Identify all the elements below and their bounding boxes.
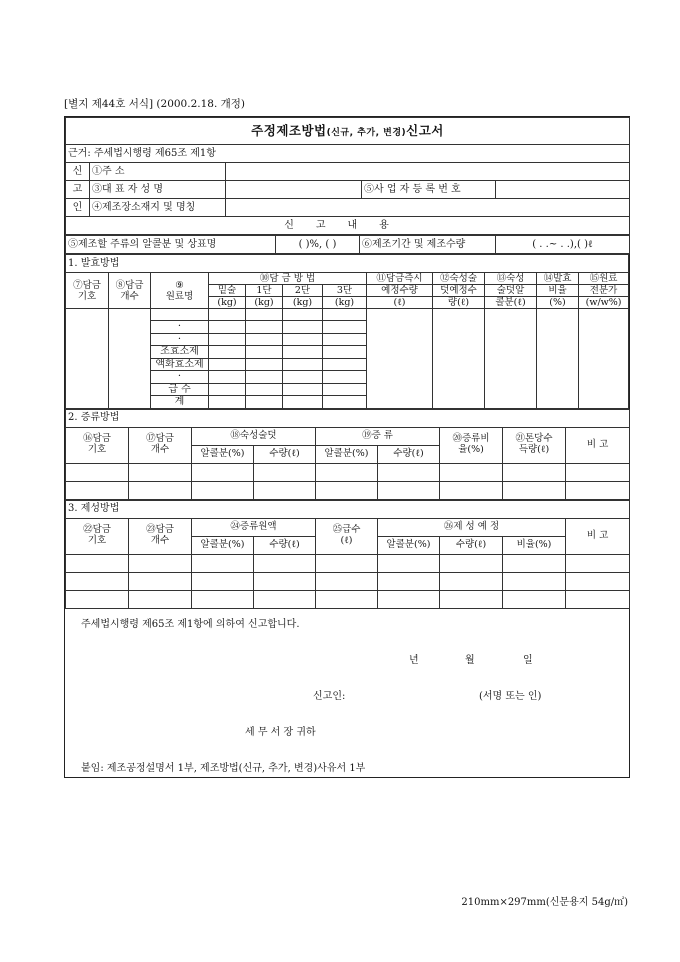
col-tank-code: ⑦담금 기호	[66, 273, 109, 309]
section3-title: 3. 제성방법	[66, 500, 630, 518]
col-13-line3: 콜분(ℓ)	[485, 297, 537, 309]
table-cell[interactable]	[323, 396, 367, 409]
col-12-value[interactable]	[433, 309, 485, 409]
table-cell[interactable]	[254, 590, 316, 608]
table-cell[interactable]	[316, 463, 378, 481]
table-cell[interactable]	[246, 346, 283, 359]
table-cell[interactable]	[129, 463, 192, 481]
table-cell[interactable]	[192, 481, 254, 499]
representative-label: ③대 표 자 성 명	[90, 181, 226, 199]
signature-label: (서명 또는 인)	[479, 690, 542, 702]
table-cell[interactable]	[440, 554, 503, 572]
col-remarks: 비 고	[566, 518, 630, 554]
col-12-line2: 덧예정수	[433, 285, 485, 297]
sub-col-alcohol: 알콜분(%)	[316, 445, 378, 463]
sub-col-stage1: 1단	[246, 285, 283, 297]
col-13-value[interactable]	[485, 309, 537, 409]
table-cell[interactable]	[566, 590, 630, 608]
sub-col-stage3: 3단	[323, 285, 367, 297]
table-cell[interactable]	[129, 590, 192, 608]
table-cell[interactable]	[192, 463, 254, 481]
table-cell[interactable]	[66, 590, 129, 608]
col-tank-count: ⑧담금 개수	[109, 273, 151, 309]
material-row-label: ·	[151, 371, 209, 384]
table-cell[interactable]	[323, 346, 367, 359]
legal-basis: 근거: 주세법시행령 제65조 제1항	[66, 145, 630, 163]
distillation-table	[65, 409, 630, 500]
table-cell[interactable]	[209, 358, 246, 371]
material-row-label: 계	[151, 396, 209, 409]
business-no-label: ⑤사 업 자 등 록 번 호	[362, 181, 496, 199]
table-cell[interactable]	[209, 333, 246, 346]
applicant-label-2: 고	[66, 181, 90, 199]
table-cell[interactable]	[246, 371, 283, 384]
col-15-value[interactable]	[579, 309, 629, 409]
table-row	[66, 590, 630, 608]
col-14-line2: 비율	[537, 285, 579, 297]
sub-col-stage2-unit: (kg)	[283, 297, 323, 309]
material-row-label: 급 수	[151, 383, 209, 396]
table-cell[interactable]	[246, 321, 283, 334]
applicant-label-1: 신	[66, 163, 90, 181]
sub-col-stage1-unit: (kg)	[246, 297, 283, 309]
sub-col-base-unit: (kg)	[209, 297, 246, 309]
table-row	[66, 572, 630, 590]
table-cell[interactable]	[66, 481, 129, 499]
table-cell[interactable]	[378, 554, 440, 572]
table-cell[interactable]	[192, 590, 254, 608]
table-cell[interactable]	[209, 321, 246, 334]
sub-col-stage2: 2단	[283, 285, 323, 297]
col-22: ㉒담금 기호	[66, 518, 129, 554]
item-table	[65, 235, 630, 254]
table-cell[interactable]	[378, 572, 440, 590]
table-cell[interactable]	[246, 333, 283, 346]
table-cell[interactable]	[129, 481, 192, 499]
table-cell[interactable]	[316, 554, 378, 572]
col-21: ㉑톤당수 득량(ℓ)	[503, 427, 566, 463]
table-cell[interactable]	[566, 463, 630, 481]
sub-col-alcohol: 알콜분(%)	[192, 536, 254, 554]
table-cell[interactable]	[209, 383, 246, 396]
col-11-line3: (ℓ)	[367, 297, 433, 309]
sub-col-alcohol: 알콜분(%)	[192, 445, 254, 463]
blending-table	[65, 500, 630, 609]
item-value[interactable]: ( )%, ( )	[276, 236, 360, 254]
table-cell[interactable]	[566, 554, 630, 572]
table-cell[interactable]	[323, 333, 367, 346]
table-cell[interactable]	[503, 481, 566, 499]
table-cell[interactable]	[283, 321, 323, 334]
table-row	[66, 554, 630, 572]
form-reference: [별지 제44호 서식] (2000.2.18. 개정)	[64, 98, 246, 110]
table-cell[interactable]	[323, 358, 367, 371]
material-row-label	[151, 309, 209, 321]
col-11-line1: ⑪담금즉시	[367, 273, 433, 285]
table-cell[interactable]	[283, 358, 323, 371]
table-cell[interactable]	[503, 590, 566, 608]
table-cell[interactable]	[316, 481, 378, 499]
col-19: ⑲증 류	[316, 427, 440, 445]
sub-col-ratio: 비율(%)	[503, 536, 566, 554]
table-cell[interactable]	[283, 396, 323, 409]
col-15-line3: (w/w%)	[579, 297, 629, 309]
table-cell[interactable]	[66, 572, 129, 590]
address-field[interactable]	[226, 163, 630, 181]
table-cell[interactable]	[440, 590, 503, 608]
col-25: ㉕급수 (ℓ)	[316, 518, 378, 554]
col-12-line3: 량(ℓ)	[433, 297, 485, 309]
report-form	[64, 116, 630, 778]
table-cell[interactable]	[254, 481, 316, 499]
table-cell[interactable]	[316, 590, 378, 608]
col-13-line1: ⑬숙성	[485, 273, 537, 285]
material-row-label: ·	[151, 333, 209, 346]
col-26: ㉖제 성 예 정	[378, 518, 566, 536]
table-cell[interactable]	[503, 463, 566, 481]
col-15-line1: ⑮원료	[579, 273, 629, 285]
col-23: ㉓담금 개수	[129, 518, 192, 554]
factory-label: ④제조장소재지 및 명칭	[90, 199, 226, 217]
table-row	[66, 481, 630, 499]
col-material: ⑨ 원료명	[151, 273, 209, 309]
addressee: 세 무 서 장 귀하	[245, 726, 316, 738]
table-cell[interactable]	[566, 572, 630, 590]
item-label: ⑤제조할 주류의 알콜분 및 상표명	[66, 236, 276, 254]
col-20: ⑳증류비 율(%)	[440, 427, 503, 463]
col-24: ㉔증류원액	[192, 518, 316, 536]
table-cell[interactable]	[246, 358, 283, 371]
reporter-label: 신고인:	[313, 690, 346, 702]
col-14-line1: ⑭발효	[537, 273, 579, 285]
table-cell[interactable]	[323, 309, 367, 321]
table-cell[interactable]	[246, 383, 283, 396]
col-16: ⑯담금 기호	[66, 427, 129, 463]
sub-col-qty: 수량(ℓ)	[378, 445, 440, 463]
table-cell[interactable]	[246, 396, 283, 409]
table-cell[interactable]	[283, 333, 323, 346]
table-cell[interactable]	[323, 383, 367, 396]
table-cell[interactable]	[254, 463, 316, 481]
period-value[interactable]: ( . .~ . .),( )ℓ	[496, 236, 630, 254]
header-table	[65, 117, 630, 235]
sub-col-alcohol: 알콜분(%)	[378, 536, 440, 554]
col-11-value[interactable]	[367, 309, 433, 409]
declaration-statement: 주세법시행령 제65조 제1항에 의하여 신고합니다.	[81, 618, 300, 630]
col-18: ⑱숙성술덧	[192, 427, 316, 445]
table-cell[interactable]	[378, 590, 440, 608]
date-month-label: 월	[465, 654, 475, 666]
table-cell[interactable]	[283, 309, 323, 321]
sub-col-base: 밑술	[209, 285, 246, 297]
material-row-label: 액화효소제	[151, 358, 209, 371]
attachments: 붙임: 제조공정설명서 1부, 제조방법(신규, 추가, 변경)사유서 1부	[81, 762, 366, 774]
table-cell[interactable]	[440, 572, 503, 590]
table-cell[interactable]	[254, 554, 316, 572]
col-13-line2: 술덧알	[485, 285, 537, 297]
table-cell[interactable]	[283, 346, 323, 359]
sub-col-qty: 수량(ℓ)	[254, 536, 316, 554]
table-cell[interactable]	[283, 383, 323, 396]
table-cell[interactable]	[246, 309, 283, 321]
form-title: 주정제조방법(신규, 추가, 변경)신고서	[66, 118, 630, 145]
table-row	[66, 463, 630, 481]
col-17: ⑰담금 개수	[129, 427, 192, 463]
table-cell[interactable]	[254, 572, 316, 590]
tank-code-cell[interactable]	[66, 309, 109, 409]
material-row-label: 조효소제	[151, 346, 209, 359]
table-cell[interactable]	[503, 572, 566, 590]
table-cell[interactable]	[209, 309, 246, 321]
table-cell[interactable]	[192, 572, 254, 590]
period-label: ⑥제조기간 및 제조수량	[360, 236, 496, 254]
table-cell[interactable]	[192, 554, 254, 572]
factory-field[interactable]	[226, 199, 630, 217]
section1-title: 1. 발효방법	[66, 255, 629, 273]
sub-col-qty: 수량(ℓ)	[440, 536, 503, 554]
table-cell[interactable]	[378, 481, 440, 499]
business-no-field[interactable]	[496, 181, 630, 199]
fermentation-table	[65, 254, 629, 409]
col-12-line1: ⑫숙성술	[433, 273, 485, 285]
table-cell[interactable]	[440, 463, 503, 481]
table-cell[interactable]	[440, 481, 503, 499]
date-year-label: 년	[409, 654, 419, 666]
table-cell[interactable]	[209, 396, 246, 409]
date-day-label: 일	[523, 654, 533, 666]
report-contents-heading: 신고내용	[66, 217, 630, 235]
sub-col-stage3-unit: (kg)	[323, 297, 367, 309]
col-14-line3: (%)	[537, 297, 579, 309]
col-15-line2: 전분가	[579, 285, 629, 297]
table-cell[interactable]	[129, 572, 192, 590]
table-cell[interactable]	[129, 554, 192, 572]
section2-title: 2. 증류방법	[66, 409, 630, 427]
table-cell[interactable]	[323, 321, 367, 334]
col-11-line2: 예정수량	[367, 285, 433, 297]
table-cell[interactable]	[316, 572, 378, 590]
table-cell[interactable]	[283, 371, 323, 384]
table-cell[interactable]	[66, 463, 129, 481]
table-cell[interactable]	[209, 371, 246, 384]
applicant-label-3: 인	[66, 199, 90, 217]
table-cell[interactable]	[66, 554, 129, 572]
table-cell[interactable]	[323, 371, 367, 384]
declaration-area	[65, 609, 629, 777]
col-brewing-method: ⑩담 금 방 법	[209, 273, 367, 285]
table-cell[interactable]	[209, 346, 246, 359]
sub-col-qty: 수량(ℓ)	[254, 445, 316, 463]
table-cell[interactable]	[566, 481, 630, 499]
paper-size-note: 210mm×297mm(신문용지 54g/㎡)	[461, 897, 628, 908]
table-cell[interactable]	[503, 554, 566, 572]
col-remarks: 비 고	[566, 427, 630, 463]
col-14-value[interactable]	[537, 309, 579, 409]
tank-count-cell[interactable]	[109, 309, 151, 409]
table-cell[interactable]	[378, 463, 440, 481]
representative-field[interactable]	[226, 181, 362, 199]
address-label: ①주 소	[90, 163, 226, 181]
material-row-label: ·	[151, 321, 209, 334]
